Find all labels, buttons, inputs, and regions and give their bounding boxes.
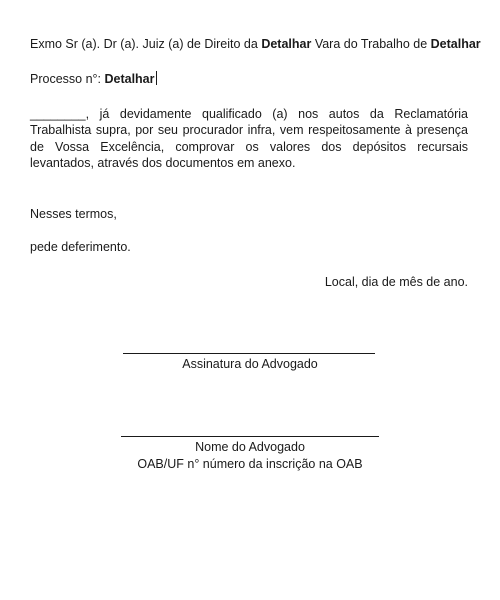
court-number-field[interactable]: Detalhar [261,37,312,51]
closing-request: pede deferimento. [30,240,131,254]
court-city-field[interactable]: Detalhar [430,37,481,51]
place-date: Local, dia de mês de ano. [324,275,468,289]
lawyer-signature-label: Assinatura do Advogado [182,357,318,371]
lawyer-oab-label: OAB/UF n° número da inscrição na OAB [137,457,363,471]
addressee-middle: Vara do Trabalho de [311,37,431,51]
addressee-prefix: Exmo Sr (a). Dr (a). Juiz (a) de Direito da [30,37,262,51]
process-label: Processo n°: [30,72,105,86]
lawyer-name-label: Nome do Advogado [195,440,305,454]
signature-line [123,353,375,354]
name-line [121,436,379,437]
process-number-field[interactable]: Detalhar [104,72,155,86]
closing-terms: Nesses termos, [30,207,117,221]
body-paragraph[interactable]: ________, já devidamente qualificado (a) nos autos da Reclamatória Trabalhista supra, por seu procurador infra, vem respeitosamente à presença de Vossa Excelência, comprovar os valores dos depósitos recursais levantados, através dos documentos em anexo. [30,107,468,170]
addressee-line [30,36,481,52]
text-cursor [156,71,157,85]
process-line [30,71,157,87]
